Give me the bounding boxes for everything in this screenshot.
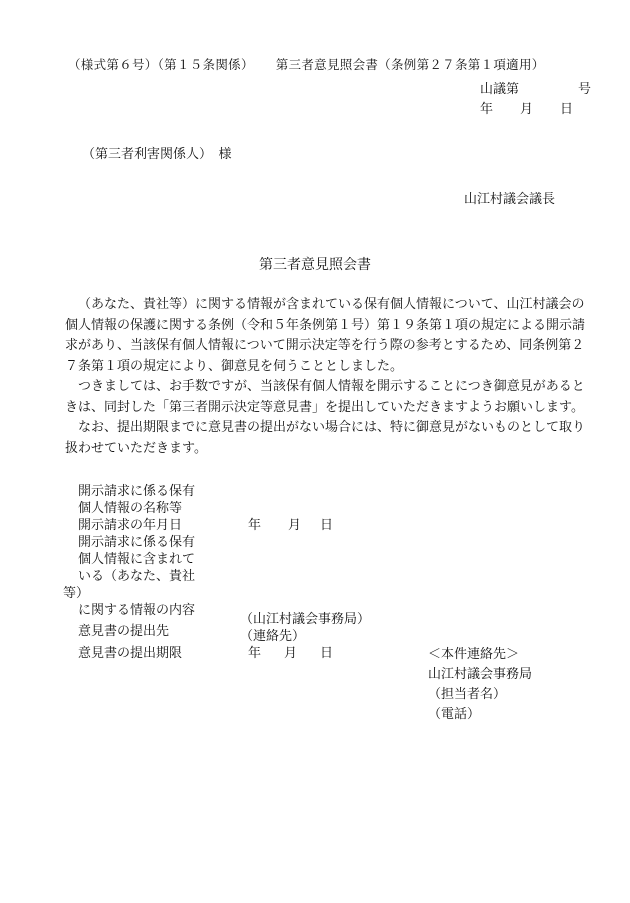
body-text — [65, 295, 585, 459]
sender: 山江村議会議長 — [464, 192, 556, 207]
row3-label-a: 開示請求に係る保有 — [78, 535, 196, 550]
doc-number-suffix: 号 — [578, 82, 592, 97]
row5-month: 月 — [284, 646, 298, 661]
document-number-block — [480, 80, 591, 120]
row5-year: 年 — [248, 646, 262, 661]
form-title: 第三者意見照会書（条例第２７条第１項適用） — [275, 57, 545, 72]
row2-month: 月 — [288, 518, 302, 533]
row5-day: 日 — [320, 646, 334, 661]
contact-phone: （電話） — [428, 707, 481, 722]
row5-label: 意見書の提出期限 — [78, 646, 183, 661]
form-header — [68, 55, 545, 73]
doc-date-day: 日 — [560, 102, 574, 117]
doc-number-prefix: 山議第 — [480, 82, 520, 97]
row2-day: 日 — [320, 518, 334, 533]
contact-heading: ＜本件連絡先＞ — [428, 647, 520, 662]
row1-label-b: 個人情報の名称等 — [78, 501, 183, 516]
row2-year: 年 — [248, 518, 262, 533]
row4-label: 意見書の提出先 — [78, 624, 170, 639]
row3-label-d: 等） — [63, 586, 90, 601]
doc-date-year: 年 — [480, 102, 494, 117]
contact-office: 山江村議会事務局 — [428, 667, 533, 682]
row4-value-contact: （連絡先） — [240, 629, 306, 644]
row4-value-office: （山江村議会事務局） — [240, 612, 371, 627]
paragraph-2: つきましては、お手数ですが、当該保有個人情報を開示することにつき御意見があるときは、同封した「第三者開示決定等意見書」を提出していただきますようお願いします。 — [65, 379, 585, 415]
row3-label-e: に関する情報の内容 — [78, 603, 196, 618]
paragraph-1: （あなた、貴社等）に関する情報が含まれている保有個人情報について、山江村議会の個人情報の保護に関する条例（令和５年条例第１号）第１９条第１項の規定による開示請求があり、当該保有個人情報について開示決定等を行う際の参考とするため、同条例第２７条第１項の規定により、御意見を伺うこととしました。 — [65, 297, 586, 374]
row3-label-b: 個人情報に含まれて — [78, 552, 196, 567]
row3-label-c: いる（あなた、貴社 — [78, 569, 196, 584]
form-number: （様式第６号）（第１５条関係） — [68, 57, 254, 72]
doc-date-month: 月 — [520, 102, 534, 117]
paragraph-3: なお、提出期限までに意見書の提出がない場合には、特に御意見がないものとして取り扱わせていただきます。 — [65, 420, 586, 456]
contact-block — [428, 645, 532, 725]
addressee: （第三者利害関係人） 様 — [82, 147, 232, 162]
contact-person: （担当者名） — [428, 687, 507, 702]
document-title: 第三者意見照会書 — [259, 257, 371, 273]
row2-label: 開示請求の年月日 — [78, 518, 183, 533]
row1-label-a: 開示請求に係る保有 — [78, 484, 196, 499]
